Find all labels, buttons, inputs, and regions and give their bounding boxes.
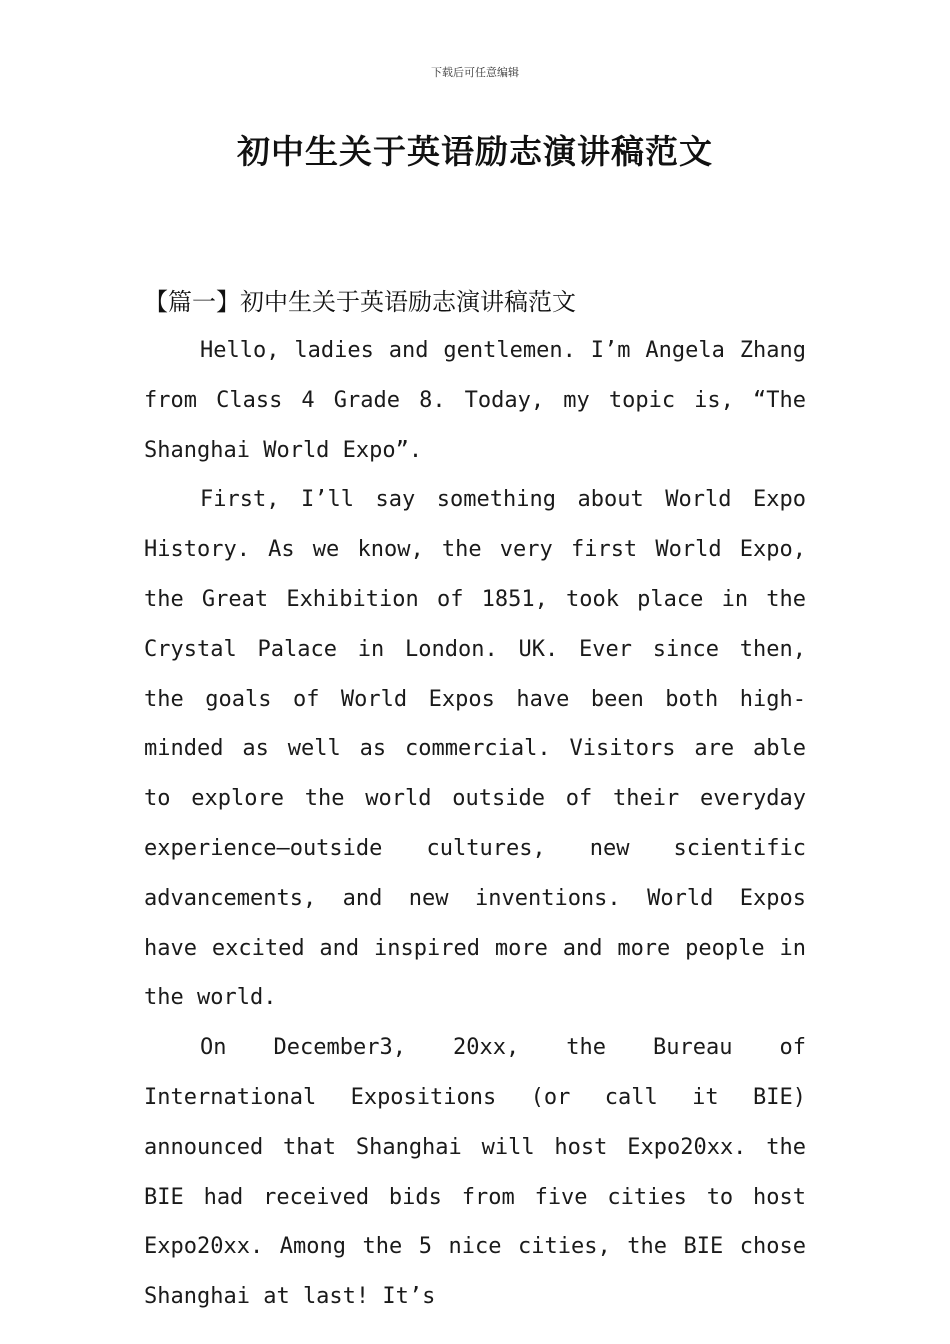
header-note: 下载后可任意编辑 bbox=[431, 66, 519, 79]
paragraph-history: First, I’ll say something about World Expo History. As we know, the very first World Expo, the Great Exhibition of 1851, took place in the Crystal Palace in London. UK. Ever since then, the goals of World Expos have been both high-minded as well as commercial. Visitors are able to explore the world outside of their everyday experience—outside cultures, new scientific advancements, and new inventions. World Expos have excited and inspired more and more people in the world. bbox=[144, 487, 806, 1011]
paragraph-bie: On December3, 20xx, the Bureau of International Expositions (or call it BIE) announced that Shanghai will host Expo20xx. the BIE had received bids from five cities to host Expo20xx. Among the 5 nice cities, the BIE chose Shanghai at last! It’s bbox=[144, 1035, 806, 1310]
document-title: 初中生关于英语励志演讲稿范文 bbox=[237, 132, 713, 171]
body-text bbox=[144, 326, 806, 1322]
paragraph-intro: Hello, ladies and gentlemen. I’m Angela Zhang from Class 4 Grade 8. Today, my topic is, “The Shanghai World Expo”. bbox=[144, 338, 806, 463]
section-heading: 【篇一】初中生关于英语励志演讲稿范文 bbox=[144, 288, 576, 316]
